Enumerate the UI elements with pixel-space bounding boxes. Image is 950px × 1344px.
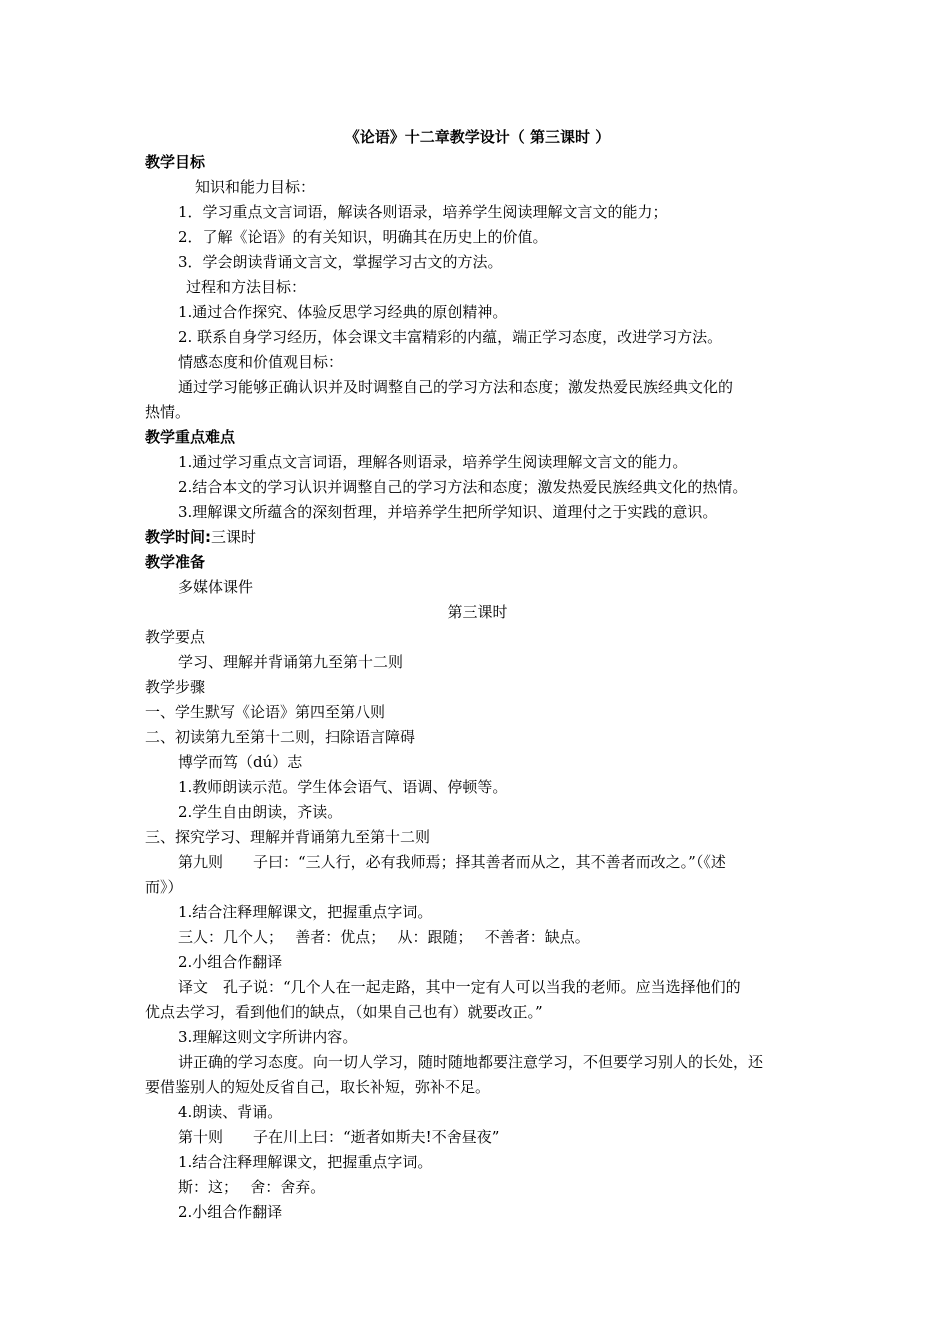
heading-steps: 教学步骤 <box>145 678 206 696</box>
section-heading-key-points: 教学重点难点 <box>145 428 236 446</box>
paragraph: 4.朗读、背诵。 <box>178 1103 283 1121</box>
paragraph: 3．学会朗读背诵文言文，掌握学习古文的方法。 <box>178 253 503 271</box>
paragraph: 热情。 <box>145 403 191 421</box>
paragraph: 讲正确的学习态度。向一切人学习，随时随地都要注意学习，不但要学习别人的长处，还 <box>178 1053 764 1071</box>
paragraph: 1.结合注释理解课文，把握重点字词。 <box>178 1153 433 1171</box>
paragraph: 3.理解这则文字所讲内容。 <box>178 1028 358 1046</box>
paragraph: 第十则 子在川上曰：“逝者如斯夫!不舍昼夜” <box>178 1128 500 1146</box>
paragraph: 优点去学习，看到他们的缺点，（如果自己也有）就要改正。” <box>145 1003 543 1021</box>
heading-key-points: 教学要点 <box>145 628 206 646</box>
paragraph: 1.通过合作探究、体验反思学习经典的原创精神。 <box>178 303 508 321</box>
paragraph: 1.教师朗读示范。学生体会语气、语调、停顿等。 <box>178 778 508 796</box>
paragraph: 通过学习能够正确认识并及时调整自己的学习方法和态度；激发热爱民族经典文化的 <box>178 378 734 396</box>
subheading-emotion: 情感态度和价值观目标： <box>178 353 344 371</box>
paragraph: 三人：几个人； 善者：优点； 从：跟随； 不善者：缺点。 <box>178 928 590 946</box>
paragraph: 学习、理解并背诵第九至第十二则 <box>178 653 404 671</box>
paragraph: 1.通过学习重点文言词语，理解各则语录，培养学生阅读理解文言文的能力。 <box>178 453 688 471</box>
paragraph: 而》） <box>145 878 183 896</box>
step-item: 三、探究学习、理解并背诵第九至第十二则 <box>145 828 431 846</box>
paragraph: 1.结合注释理解课文，把握重点字词。 <box>178 903 433 921</box>
step-item: 二、初读第九至第十二则，扫除语言障碍 <box>145 728 416 746</box>
paragraph: 斯：这； 舍：舍弃。 <box>178 1178 326 1196</box>
paragraph: 2. 联系自身学习经历，体会课文丰富精彩的内蕴，端正学习态度，改进学习方法。 <box>178 328 723 346</box>
paragraph: 2.小组合作翻译 <box>178 1203 283 1221</box>
section-heading-objectives: 教学目标 <box>145 153 206 171</box>
subheading-knowledge: 知识和能力目标： <box>195 178 316 196</box>
teaching-time-value: 三课时 <box>211 528 257 546</box>
lesson-heading: 第三课时 <box>447 603 508 621</box>
paragraph: 3.理解课文所蕴含的深刻哲理，并培养学生把所学知识、道理付之于实践的意识。 <box>178 503 718 521</box>
paragraph: 2．了解《论语》的有关知识，明确其在历史上的价值。 <box>178 228 548 246</box>
teaching-time-label: 教学时间: <box>145 528 211 546</box>
paragraph: 第九则 子曰：“三人行，必有我师焉；择其善者而从之，其不善者而改之。”（《述 <box>178 853 726 871</box>
section-heading-preparation: 教学准备 <box>145 553 206 571</box>
paragraph: 2.结合本文的学习认识并调整自己的学习方法和态度；激发热爱民族经典文化的热情。 <box>178 478 748 496</box>
paragraph: 要借鉴别人的短处反省自己，取长补短，弥补不足。 <box>145 1078 491 1096</box>
document-title: 《论语》十二章教学设计（ 第三课时 ） <box>344 128 611 146</box>
step-item: 一、学生默写《论语》第四至第八则 <box>145 703 386 721</box>
paragraph: 译文 孔子说：“几个人在一起走路，其中一定有人可以当我的老师。应当选择他们的 <box>178 978 741 996</box>
subheading-process: 过程和方法目标： <box>186 278 307 296</box>
paragraph: 多媒体课件 <box>178 578 254 596</box>
paragraph: 博学而笃（dú）志 <box>178 753 303 771</box>
paragraph: 2.小组合作翻译 <box>178 953 283 971</box>
teaching-time <box>145 527 810 547</box>
paragraph: 1．学习重点文言词语，解读各则语录，培养学生阅读理解文言文的能力； <box>178 203 668 221</box>
paragraph: 2.学生自由朗读，齐读。 <box>178 803 343 821</box>
